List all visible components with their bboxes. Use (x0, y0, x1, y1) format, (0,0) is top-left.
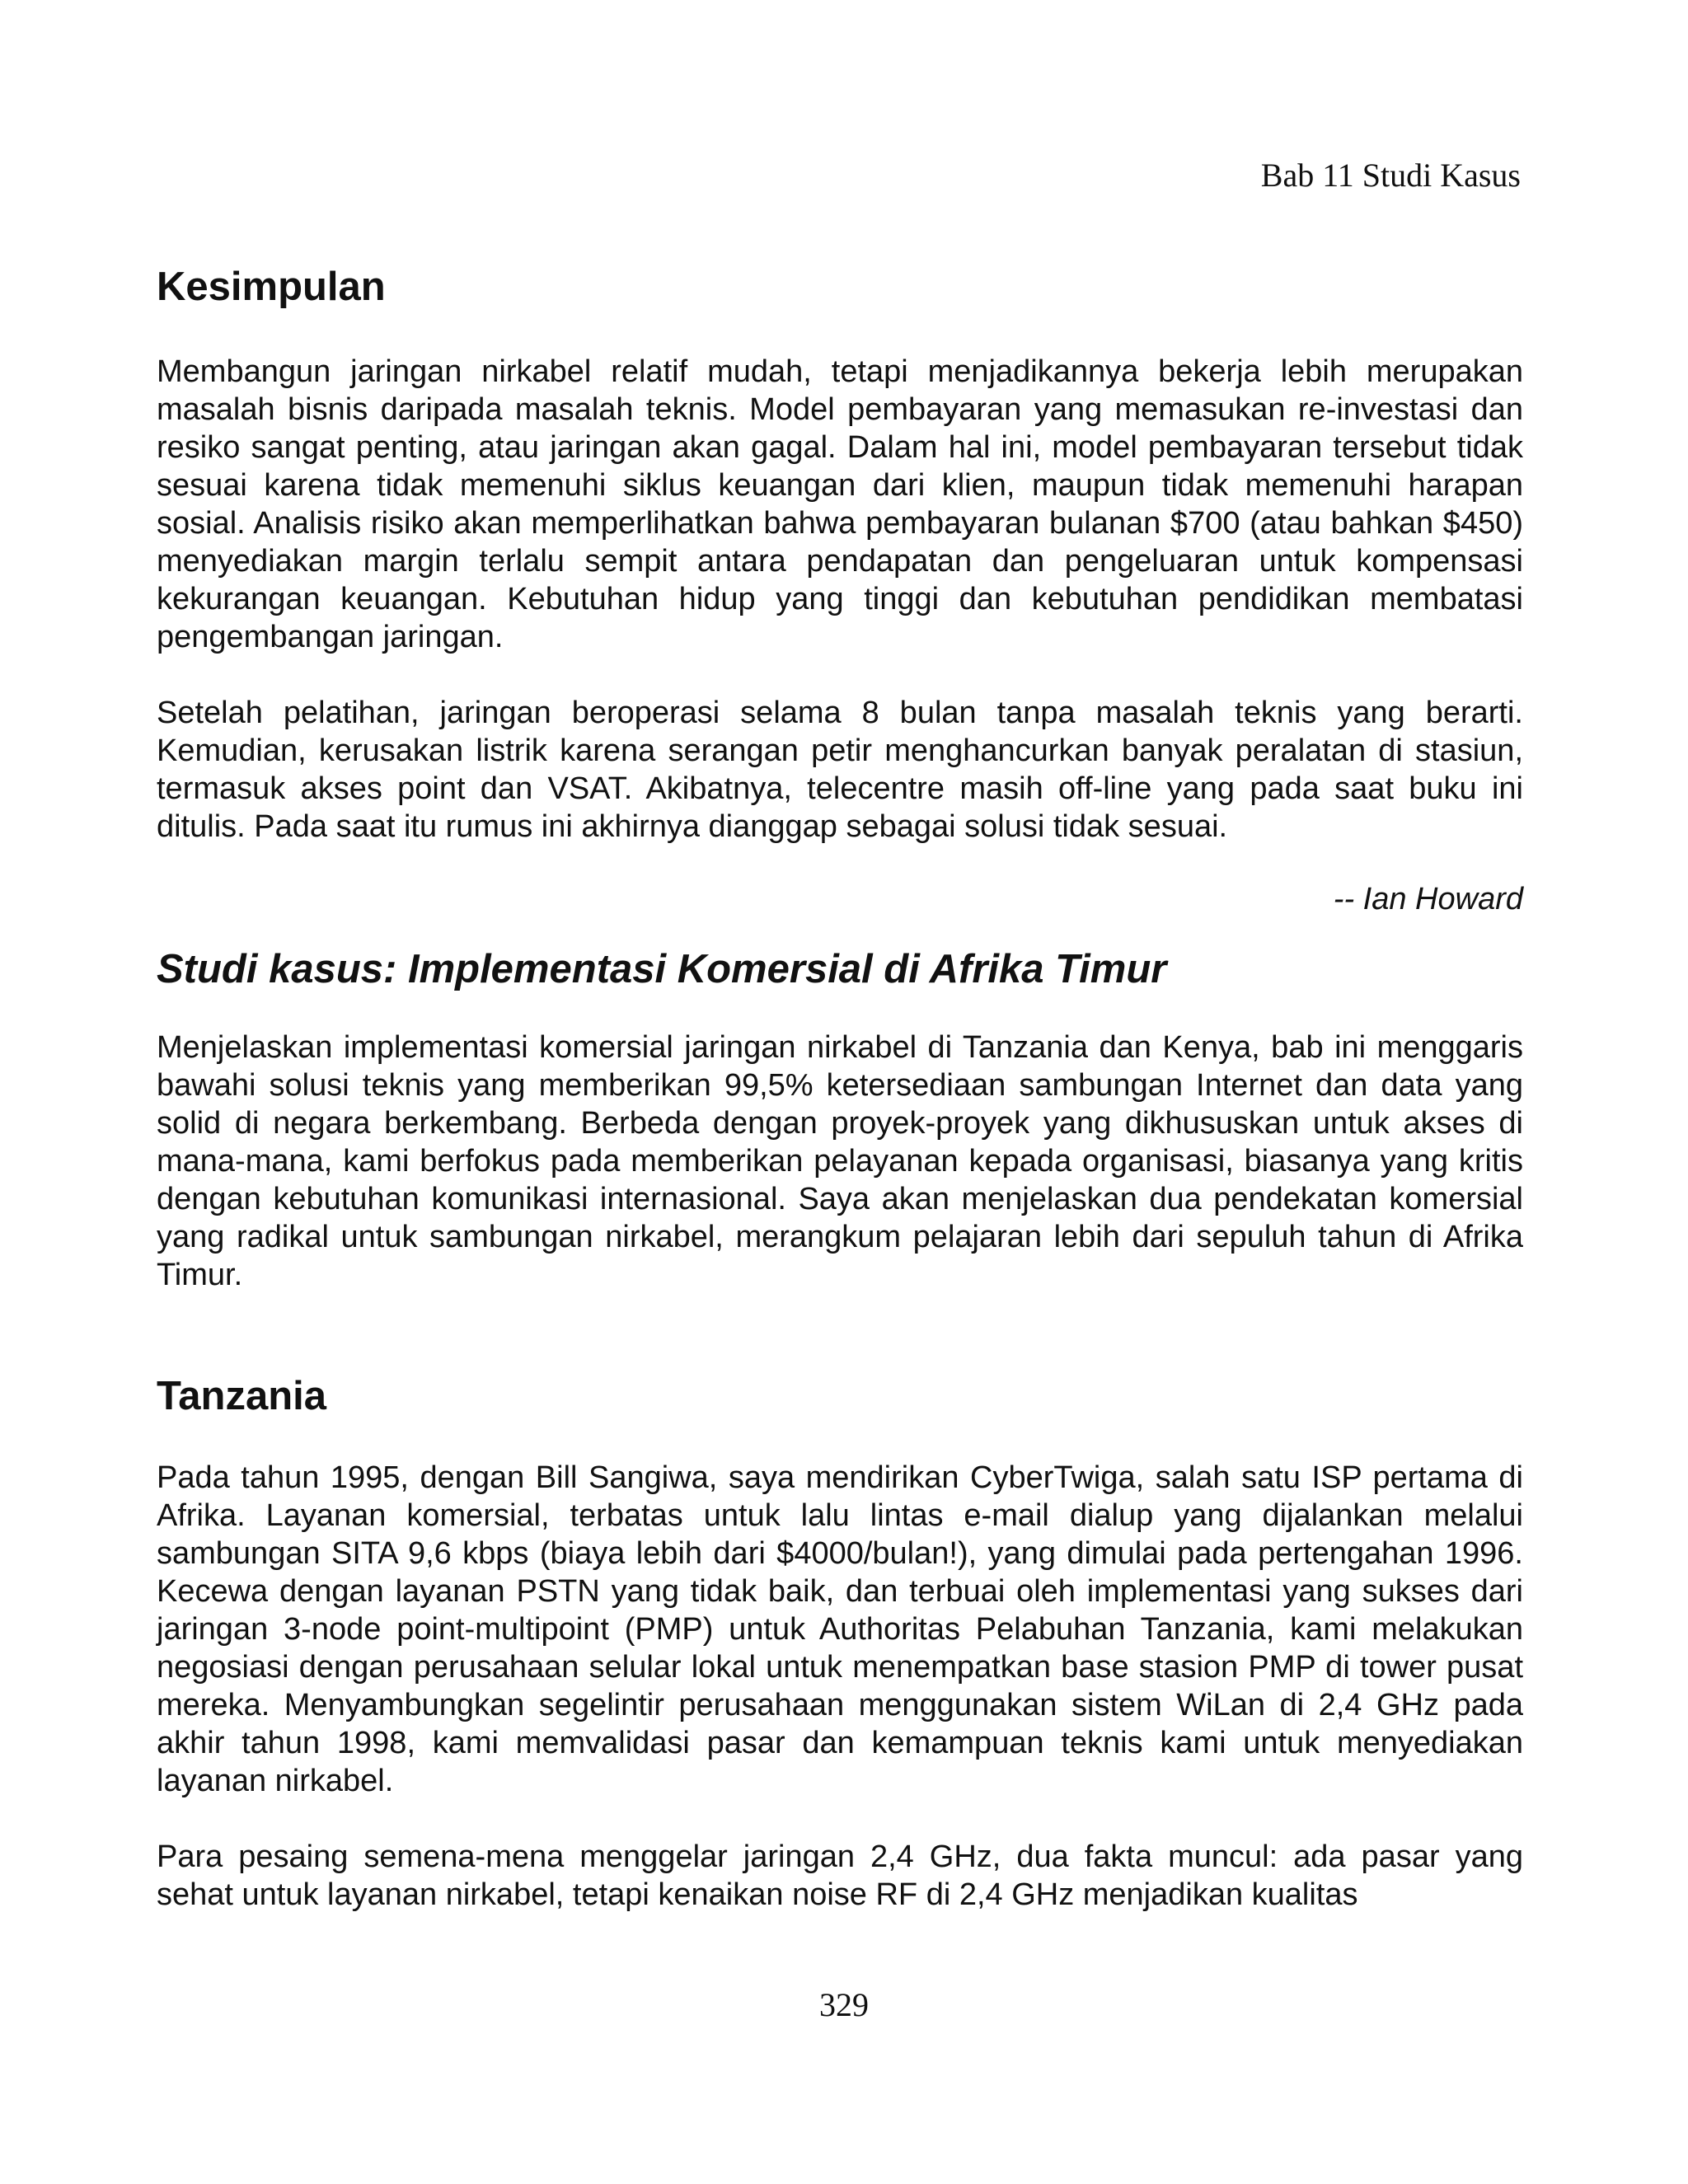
paragraph-kesimpulan-2: Setelah pelatihan, jaringan beroperasi selama 8 bulan tanpa masalah teknis yang berarti. Kemudian, kerusakan listrik karena serangan petir menghancurkan banyak peralatan di stasiun, termasuk akses point dan VSAT. Akibatnya, telecentre masih off-line yang pada saat buku ini ditulis. Pada saat itu rumus ini akhirnya dianggap sebagai solusi tidak sesuai. (157, 696, 1523, 844)
paragraph-studi-kasus-1: Menjelaskan implementasi komersial jaringan nirkabel di Tanzania dan Kenya, bab ini menggaris bawahi solusi teknis yang memberikan 99,5% ketersediaan sambungan Internet dan data yang solid di negara berkembang. Berbeda dengan proyek-proyek yang dikhususkan untuk akses di mana-mana, kami berfokus pada memberikan pelayanan kepada organisasi, biasanya yang kritis dengan kebutuhan komunikasi internasional. Saya akan menjelaskan dua pendekatan komersial yang radikal untuk sambungan nirkabel, merangkum pelajaran lebih dari sepuluh tahun di Afrika Timur. (157, 1030, 1523, 1292)
page-number: 329 (819, 1986, 869, 2023)
page-content (157, 260, 1523, 1914)
paragraph-kesimpulan-1: Membangun jaringan nirkabel relatif mudah, tetapi menjadikannya bekerja lebih merupakan masalah bisnis daripada masalah teknis. Model pembayaran yang memasukan re-investasi dan resiko sangat penting, atau jaringan akan gagal. Dalam hal ini, model pembayaran tersebut tidak sesuai karena tidak memenuhi siklus keuangan dari klien, maupun tidak memenuhi harapan sosial. Analisis risiko akan memperlihatkan bahwa pembayaran bulanan $700 (atau bahkan $450) menyediakan margin terlalu sempit antara pendapatan dan pengeluaran untuk kompensasi kekurangan keuangan. Kebutuhan hidup yang tinggi dan kebutuhan pendidikan membatasi pengembangan jaringan. (157, 354, 1523, 654)
running-header: Bab 11 Studi Kasus (1260, 157, 1521, 194)
paragraph-tanzania-1: Pada tahun 1995, dengan Bill Sangiwa, saya mendirikan CyberTwiga, salah satu ISP pertama di Afrika. Layanan komersial, terbatas untuk lalu lintas e-mail dialup yang dijalankan melalui sambungan SITA 9,6 kbps (biaya lebih dari $4000/bulan!), yang dimulai pada pertengahan 1996. Kecewa dengan layanan PSTN yang tidak baik, dan terbuai oleh implementasi yang sukses dari jaringan 3-node point-multipoint (PMP) untuk Authoritas Pelabuhan Tanzania, kami melakukan negosiasi dengan perusahaan selular lokal untuk menempatkan base stasion PMP di tower pusat mereka. Menyambungkan segelintir perusahaan menggunakan sistem WiLan di 2,4 GHz pada akhir tahun 1998, kami memvalidasi pasar dan kemampuan teknis kami untuk menyediakan layanan nirkabel. (157, 1460, 1523, 1798)
paragraph-tanzania-2: Para pesaing semena-mena menggelar jaringan 2,4 GHz, dua fakta muncul: ada pasar yang sehat untuk layanan nirkabel, tetapi kenaikan noise RF di 2,4 GHz menjadikan kualitas (157, 1840, 1523, 1912)
section-heading-studi-kasus: Studi kasus: Implementasi Komersial di Afrika Timur (157, 947, 1167, 991)
section-heading-kesimpulan: Kesimpulan (157, 265, 386, 309)
author-attribution: -- Ian Howard (1333, 882, 1523, 916)
section-heading-tanzania: Tanzania (157, 1374, 327, 1418)
